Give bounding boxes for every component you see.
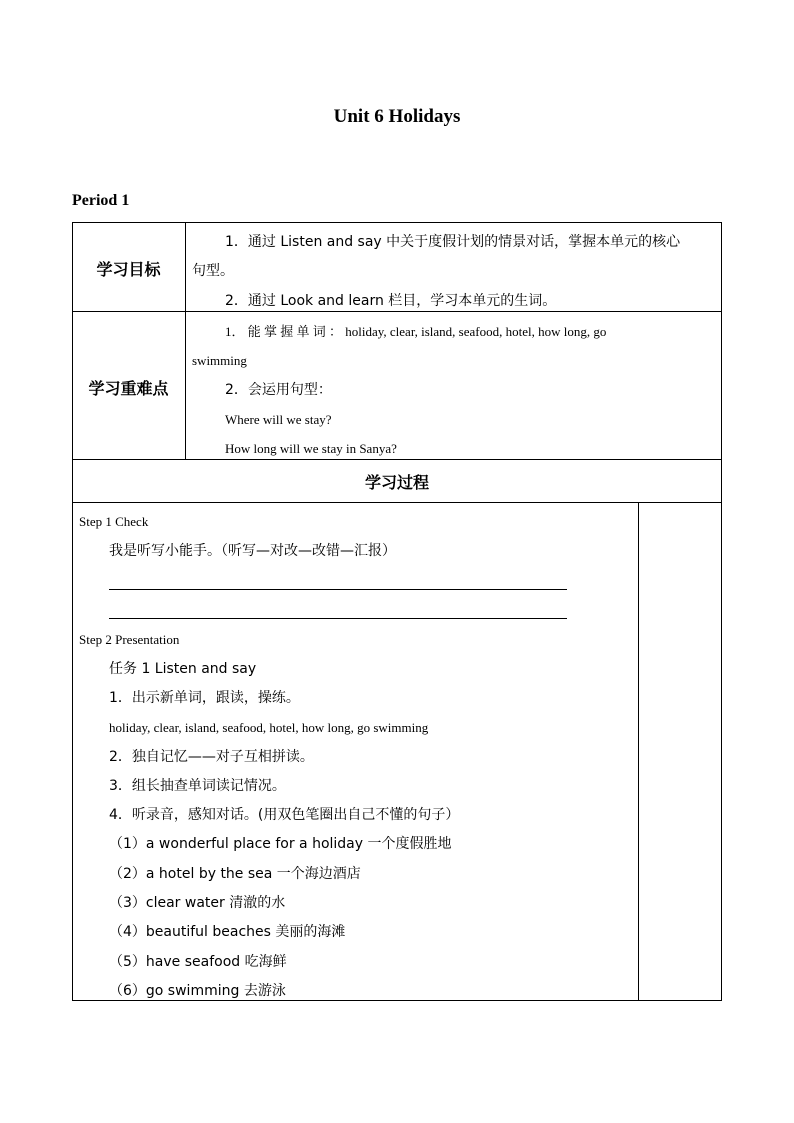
key-points-line-4: How long will we stay in Sanya? <box>225 441 397 456</box>
task-item-2: 2．独自记忆——对子互相拼读。 <box>109 749 314 765</box>
objectives-line-1: 1．通过 Listen and say 中关于度假计划的情景对话，掌握本单元的核心 <box>225 234 681 250</box>
task-item-3: 3．组长抽查单词读记情况。 <box>109 778 286 794</box>
step2-title: Step 2 Presentation <box>79 632 180 647</box>
phrase-item: （6）go swimming 去游泳 <box>109 983 286 999</box>
answer-blank-line <box>109 618 567 619</box>
row-divider-process <box>72 502 722 503</box>
key-points-label: 学习重难点 <box>88 379 169 398</box>
key-points-line-3: Where will we stay? <box>225 412 332 427</box>
phrase-item: （4）beautiful beaches 美丽的海滩 <box>109 924 346 940</box>
notes-column-divider <box>638 502 639 1001</box>
task-item-1: 1．出示新单词，跟读，操练。 <box>109 690 300 706</box>
phrase-item: （5）have seafood 吃海鲜 <box>109 954 287 970</box>
row-divider-objectives <box>72 311 722 312</box>
phrase-item: （3）clear water 清澈的水 <box>109 895 286 911</box>
task1-heading: 任务 1 Listen and say <box>109 661 257 677</box>
objectives-line-1-continued: 句型。 <box>192 263 234 279</box>
objectives-line-2: 2．通过 Look and learn 栏目，学习本单元的生词。 <box>225 293 557 309</box>
key-points-line-1-continued: swimming <box>192 353 247 368</box>
label-column-divider <box>185 222 186 459</box>
step1-text: 我是听写小能手。（听写—对改—改错—汇报） <box>109 543 396 559</box>
key-points-line-2: 2．会运用句型： <box>225 382 332 398</box>
key-points-line-1: 1． 能 掌 握 单 词 ： holiday, clear, island, seafood, hotel, how long, go <box>225 324 607 339</box>
vocabulary-words: holiday, clear, island, seafood, hotel, how long, go swimming <box>109 720 429 735</box>
phrase-item: （2）a hotel by the sea 一个海边酒店 <box>109 866 361 882</box>
answer-blank-line <box>109 589 567 590</box>
period-heading: Period 1 <box>72 192 130 209</box>
row-divider-keypoints <box>72 459 722 460</box>
step1-title: Step 1 Check <box>79 514 149 529</box>
process-header: 学习过程 <box>364 473 429 492</box>
objectives-label: 学习目标 <box>96 260 161 279</box>
phrase-item: （1）a wonderful place for a holiday 一个度假胜地 <box>109 836 452 852</box>
page-title: Unit 6 Holidays <box>333 106 461 127</box>
task-item-4: 4．听录音，感知对话。(用双色笔圈出自己不懂的句子） <box>109 807 460 823</box>
